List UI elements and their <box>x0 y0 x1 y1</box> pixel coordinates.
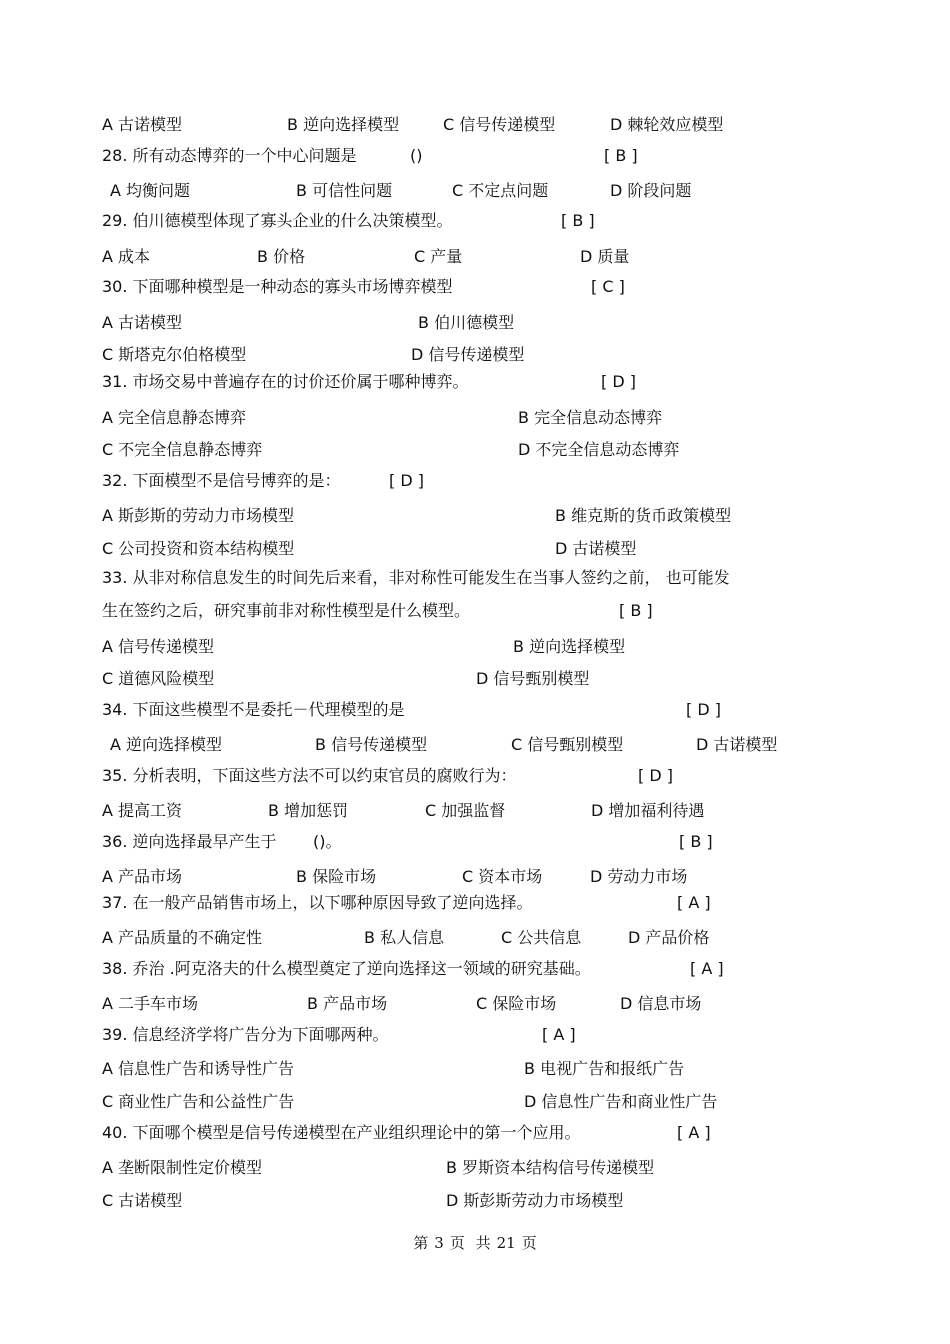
line-segment-text: B 私人信息 <box>364 928 445 947</box>
line-lead-text: C 古诺模型 <box>102 1191 183 1210</box>
line-segment-text: [ A ] <box>690 959 724 978</box>
line-lead-text: A 逆向选择模型 <box>110 735 223 754</box>
line-lead-text: C 道德风险模型 <box>102 669 215 688</box>
line-segment-text: [ B ] <box>604 146 638 165</box>
text-line <box>0 831 950 853</box>
text-line <box>0 927 950 949</box>
line-lead-text: A 产品质量的不确定性 <box>102 928 263 947</box>
line-lead-text: 40. 下面哪个模型是信号传递模型在产业组织理论中的第一个应用。 <box>102 1123 581 1142</box>
line-segment-text: C 信号传递模型 <box>443 115 556 134</box>
line-lead-text: C 公司投资和资本结构模型 <box>102 539 295 558</box>
text-line <box>0 210 950 232</box>
line-segment-text: [ C ] <box>591 277 625 296</box>
line-lead-text: A 均衡问题 <box>110 181 191 200</box>
line-segment-text: B 逆向选择模型 <box>287 115 400 134</box>
footer-page-label: 第 <box>413 1234 429 1252</box>
line-segment-text: [ B ] <box>561 211 595 230</box>
text-line <box>0 958 950 980</box>
text-line <box>0 470 950 492</box>
text-line <box>0 312 950 334</box>
page-footer <box>0 1232 950 1254</box>
line-segment-text: D 信号甄别模型 <box>476 669 590 688</box>
line-lead-text: A 古诺模型 <box>102 115 183 134</box>
line-segment-text: D 信息市场 <box>620 994 702 1013</box>
line-segment-text: B 完全信息动态博弈 <box>518 408 663 427</box>
line-lead-text: 36. 逆向选择最早产生于 <box>102 832 277 851</box>
line-segment-text: C 保险市场 <box>476 994 557 1013</box>
footer-page-number: 3 <box>434 1234 444 1252</box>
line-segment-text: D 劳动力市场 <box>590 867 688 886</box>
line-segment-text: C 资本市场 <box>462 867 543 886</box>
line-segment-text: D 不完全信息动态博弈 <box>518 440 680 459</box>
footer-total-label: 共 <box>475 1234 491 1252</box>
line-lead-text: A 古诺模型 <box>102 313 183 332</box>
line-lead-text: A 提高工资 <box>102 801 183 820</box>
line-segment-text: B 产品市场 <box>307 994 388 1013</box>
line-segment-text: B 价格 <box>257 247 306 266</box>
line-segment-text: B 罗斯资本结构信号传递模型 <box>446 1158 655 1177</box>
line-lead-text: 32. 下面模型不是信号博弈的是： <box>102 471 341 490</box>
text-line <box>0 246 950 268</box>
line-segment-text: [ A ] <box>677 1123 711 1142</box>
line-segment-text: C 信号甄别模型 <box>511 735 624 754</box>
line-segment-text: B 可信性问题 <box>296 181 393 200</box>
line-segment-text: [ D ] <box>686 700 721 719</box>
line-segment-text: D 信息性广告和商业性广告 <box>524 1092 718 1111</box>
text-line <box>0 1024 950 1046</box>
line-lead-text: A 信号传递模型 <box>102 637 215 656</box>
line-lead-text: 33. 从非对称信息发生的时间先后来看，非对称性可能发生在当事人签约之前， 也可能发 <box>102 568 730 587</box>
line-segment-text: [ D ] <box>638 766 673 785</box>
line-segment-text: B 维克斯的货币政策模型 <box>555 506 732 525</box>
text-line <box>0 276 950 298</box>
line-segment-text: D 斯彭斯劳动力市场模型 <box>446 1191 624 1210</box>
line-lead-text: C 斯塔克尔伯格模型 <box>102 345 247 364</box>
line-segment-text: [ D ] <box>389 471 424 490</box>
line-lead-text: A 成本 <box>102 247 151 266</box>
footer-total-unit: 页 <box>521 1234 537 1252</box>
line-lead-text: 28. 所有动态博弈的一个中心问题是 <box>102 146 357 165</box>
line-segment-text: B 电视广告和报纸广告 <box>524 1059 685 1078</box>
line-segment-text: D 古诺模型 <box>696 735 778 754</box>
line-segment-text: [ B ] <box>619 601 653 620</box>
text-line <box>0 344 950 366</box>
line-segment-text: B 增加惩罚 <box>268 801 349 820</box>
line-segment-text: C 不定点问题 <box>452 181 549 200</box>
line-lead-text: A 二手车市场 <box>102 994 199 1013</box>
line-segment-text: ()。 <box>313 832 342 851</box>
text-line <box>0 1122 950 1144</box>
text-line <box>0 180 950 202</box>
line-segment-text: C 公共信息 <box>501 928 582 947</box>
line-segment-text: [ A ] <box>542 1025 576 1044</box>
text-line <box>0 800 950 822</box>
line-lead-text: 生在签约之后，研究事前非对称性模型是什么模型。 <box>102 601 471 620</box>
line-segment-text: () <box>410 146 423 165</box>
text-line <box>0 636 950 658</box>
line-lead-text: 34. 下面这些模型不是委托－代理模型的是 <box>102 700 405 719</box>
text-line <box>0 114 950 136</box>
line-segment-text: D 信号传递模型 <box>411 345 525 364</box>
text-line <box>0 699 950 721</box>
line-lead-text: 35. 分析表明，下面这些方法不可以约束官员的腐败行为： <box>102 766 517 785</box>
line-lead-text: 37. 在一般产品销售市场上，以下哪种原因导致了逆向选择。 <box>102 893 533 912</box>
text-line <box>0 892 950 914</box>
line-segment-text: [ B ] <box>679 832 713 851</box>
footer-total-number: 21 <box>496 1234 516 1252</box>
text-line <box>0 1058 950 1080</box>
line-segment-text: D 棘轮效应模型 <box>610 115 724 134</box>
line-lead-text: 38. 乔治 .阿克洛夫的什么模型奠定了逆向选择这一领域的研究基础。 <box>102 959 591 978</box>
line-segment-text: B 伯川德模型 <box>418 313 515 332</box>
text-line <box>0 1091 950 1113</box>
text-line <box>0 567 950 589</box>
text-line <box>0 668 950 690</box>
line-segment-text: C 加强监督 <box>425 801 506 820</box>
text-line <box>0 993 950 1015</box>
line-segment-text: [ D ] <box>601 372 636 391</box>
line-lead-text: A 产品市场 <box>102 867 183 886</box>
line-segment-text: C 产量 <box>414 247 463 266</box>
line-segment-text: D 阶段问题 <box>610 181 692 200</box>
text-line <box>0 600 950 622</box>
line-lead-text: 30. 下面哪种模型是一种动态的寡头市场博弈模型 <box>102 277 453 296</box>
text-line <box>0 145 950 167</box>
text-line <box>0 439 950 461</box>
text-line <box>0 1157 950 1179</box>
text-line <box>0 1190 950 1212</box>
line-segment-text: [ A ] <box>677 893 711 912</box>
line-lead-text: A 信息性广告和诱导性广告 <box>102 1059 295 1078</box>
line-segment-text: B 保险市场 <box>296 867 377 886</box>
line-lead-text: A 斯彭斯的劳动力市场模型 <box>102 506 295 525</box>
line-segment-text: D 增加福利待遇 <box>591 801 705 820</box>
line-lead-text: A 垄断限制性定价模型 <box>102 1158 263 1177</box>
text-line <box>0 765 950 787</box>
text-line <box>0 734 950 756</box>
line-lead-text: 31. 市场交易中普遍存在的讨价还价属于哪种博弈。 <box>102 372 469 391</box>
text-line <box>0 407 950 429</box>
text-line <box>0 371 950 393</box>
text-line <box>0 866 950 888</box>
line-lead-text: A 完全信息静态博弈 <box>102 408 247 427</box>
line-lead-text: 39. 信息经济学将广告分为下面哪两种。 <box>102 1025 389 1044</box>
line-lead-text: C 商业性广告和公益性广告 <box>102 1092 295 1111</box>
line-segment-text: B 逆向选择模型 <box>513 637 626 656</box>
text-line <box>0 505 950 527</box>
text-line <box>0 538 950 560</box>
line-lead-text: C 不完全信息静态博弈 <box>102 440 263 459</box>
line-segment-text: D 古诺模型 <box>555 539 637 558</box>
line-lead-text: 29. 伯川德模型体现了寡头企业的什么决策模型。 <box>102 211 453 230</box>
line-segment-text: B 信号传递模型 <box>315 735 428 754</box>
footer-page-unit: 页 <box>449 1234 465 1252</box>
line-segment-text: D 产品价格 <box>628 928 710 947</box>
line-segment-text: D 质量 <box>580 247 630 266</box>
